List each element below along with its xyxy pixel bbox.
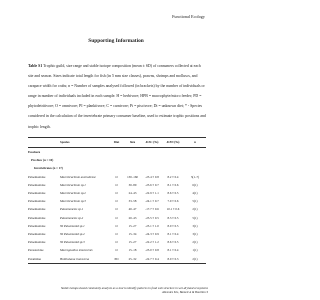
cell-d15n: 8.3 ± 0.5 [167,215,179,220]
cell-diet: O [115,215,118,220]
cell-diet: O [115,207,118,212]
table-row [28,246,206,254]
cell-n: 3(1) [192,232,198,237]
group-label: Invertebrates (n = 17) [34,166,63,171]
footer-paper-title: Stable isotope-based community analysis as a tool to identify patterns in food web structure in wet-dryland ecosystems [61,286,208,290]
cell-d13c: -24.3 ± 0.9 [145,232,159,237]
cell-family: Palaemonidae [28,174,46,179]
table-caption [28,61,206,132]
cell-species: NI Palaemonid sp.1 [60,223,85,228]
table-header-row [28,138,206,148]
cell-size: 15–18 [128,248,137,253]
cell-family: Palaemonidae [28,232,46,237]
footer-authors: Abrantes KG, Bamett A & Bouillon S [161,290,208,294]
table-row [28,181,206,189]
cell-d15n: 8.0 ± 0.5 [167,223,179,228]
header-n: n [184,138,206,148]
cell-family: Palaemonidae [28,182,46,187]
cell-species: Macrobrachium sp.3 [60,199,86,204]
cell-species: Palaemonetes sp.2 [60,215,84,220]
cell-family: Palaemonidae [28,207,46,212]
page-footer [18,286,208,294]
cell-family: Palaemonidae [28,199,46,204]
cell-diet: O [115,240,118,245]
cell-d13c: -24.1 ± 0.7 [145,199,159,204]
cell-d13c: -23.4 ± 0.8 [145,174,159,179]
table-row [28,230,206,238]
header-d13c: δ13C (‰) [142,138,162,148]
cell-d13c: -25.0 ± 0.8 [145,248,159,253]
cell-d13c: -23.5 ± 0.5 [145,215,159,220]
table-row [28,238,206,246]
cell-n: 6(1) [192,182,198,187]
cell-size: 24–43 [128,191,137,196]
cell-diet: O [115,223,118,228]
table-row [28,189,206,197]
group-row-site [28,148,206,157]
cell-size: 15–34 [128,232,137,237]
cell-d13c: -17.7 ± 0.6 [145,207,159,212]
cell-d15n: 10.1 ± 0.6 [166,207,180,212]
cell-n: 4(1) [192,191,198,196]
cell-family: Palaemonidae [28,191,46,196]
cell-n: 2(1) [184,255,206,264]
cell-size: 40–47 [128,207,137,212]
cell-d15n: 8.2 ± 0.4 [167,174,179,179]
cell-size: 25–32 [123,255,142,264]
cell-n: 3(1) [192,223,198,228]
cell-n: 1(1) [192,248,198,253]
table-body [28,148,206,264]
table-row [28,255,206,264]
cell-d15n: 8.1 ± 0.6 [167,182,179,187]
cell-n: 5(1) [192,215,198,220]
cell-species: Palaemonetes sp.1 [60,207,84,212]
cell-diet: PD [110,255,123,264]
header-family [28,138,60,148]
table-caption-text: Trophic guild, size range and stable isotope composition (mean ± SD) of consumers collected at each site and season. Sizes indicate total length for fish (in 5 mm size classes), prawns, shrimps and molluscs, and carapace width for crabs; n = Number of samples analysed followed (in brackets) by the number of individuals or range in number of individuals included in each sample. H = herbivore; HPB = macrophyte/micro feeder; PD = phytodetritivore; O = omnivore; PI = planktivore; C = carnivore; Pi = piscivore; Di = unknown diet; * - Species considered in the calculation of the invertebrate primary consumer baseline, used to estimate trophic positions and trophic length. [28,64,206,129]
cell-d15n: 7.9 ± 0.6 [167,199,179,204]
cell-d15n: 8.6 ± 0.5 [167,191,179,196]
cell-species: Holthuisana transversa [60,255,110,264]
cell-family: Potamidae [28,255,60,264]
cell-species: Macrognathus tenuicornis [60,248,93,253]
table-row [28,173,206,181]
cell-d13c: -23.6 ± 0.7 [145,182,159,187]
table-row [28,197,206,205]
header-diet: Diet [110,138,123,148]
cell-family: Palaemonidae [28,240,46,245]
cell-n: 2(1) [192,240,198,245]
cell-n: 3(1–7) [190,174,200,179]
cell-species: Macrobrachium australiense [60,174,96,179]
cell-species: NI Palaemonid sp.2 [60,232,85,237]
cell-d13c: -22.7 ± 0.4 [142,255,162,264]
cell-diet: O [115,191,118,196]
cell-n: 5(1) [192,199,198,204]
cell-size: 15–27 [128,240,137,245]
cell-size: 15–27 [128,223,137,228]
header-d15n: δ15N (‰) [162,138,184,148]
supporting-information-heading: Supporting Information [88,38,144,44]
cell-family: Palaemonidae [28,215,46,220]
table-row [28,214,206,222]
table-label: Table S1 [28,64,43,68]
table-row [28,205,206,213]
cell-d15n: 8.0 ± 0.3 [162,255,184,264]
journal-name: Functional Ecology [172,14,205,19]
cell-d13c: -22.9 ± 1.1 [145,191,159,196]
cell-size: 30–89 [128,182,137,187]
cell-diet: O [115,174,118,179]
header-species: Species [60,138,110,148]
cell-d15n: 8.1 ± 0.4 [167,248,179,253]
cell-size: 33–58 [128,199,137,204]
cell-n: 2(1) [192,207,198,212]
group-row-season [28,156,206,164]
header-size: Size [123,138,142,148]
cell-d13c: -22.2 ± 1.2 [145,240,159,245]
species-isotope-table [28,137,206,264]
table-row [28,222,206,230]
group-label: Ecoshore [28,150,41,154]
cell-d15n: 8.6 ± 0.5 [167,240,179,245]
cell-species: Macrobrachium sp.2 [60,191,86,196]
cell-diet: O [115,232,118,237]
cell-diet: O [115,182,118,187]
cell-size: 130–160 [127,174,138,179]
cell-family: Palaemonidae [28,223,46,228]
cell-species: Macrobrachium sp.1 [60,182,86,187]
cell-family: Parastacidae [28,248,44,253]
cell-diet: O [115,248,118,253]
cell-species: NI Palaemonid sp.3 [60,240,85,245]
cell-d15n: 8.1 ± 0.4 [167,232,179,237]
group-row-taxon [28,164,206,172]
group-label: Pre-flow (n = 10) [31,158,54,163]
cell-d13c: -25.1 ± 1.0 [145,223,159,228]
cell-diet: O [115,199,118,204]
cell-size: 20–43 [128,215,137,220]
